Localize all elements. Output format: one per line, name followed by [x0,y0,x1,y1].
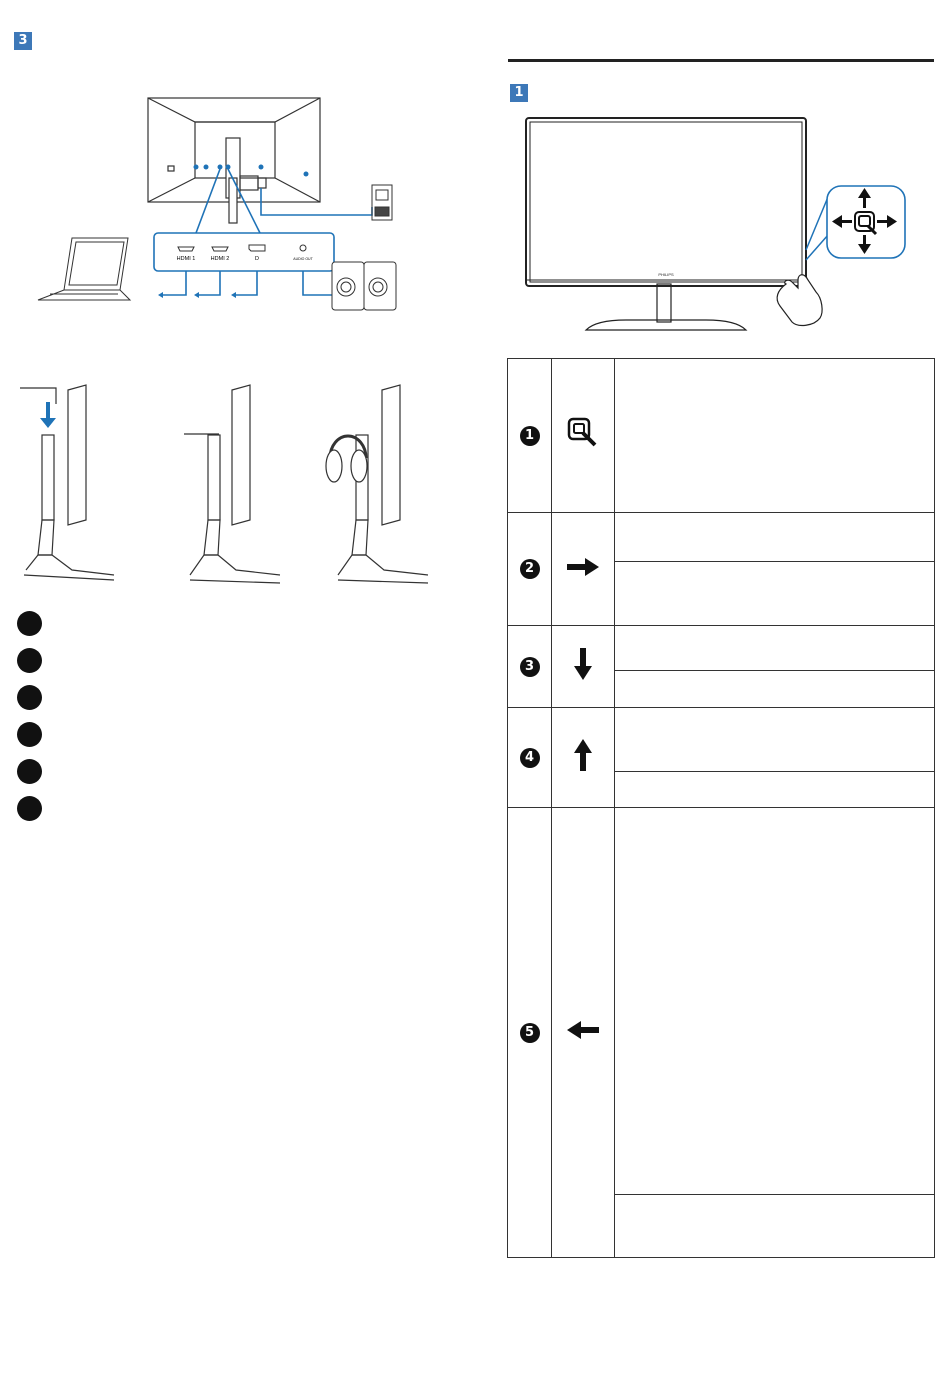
legend-marker-4 [17,722,42,747]
row-description [615,808,935,1195]
side-view-2 [184,385,280,583]
controls-table [507,358,935,1258]
legend-marker-5 [17,759,42,784]
legend-marker-1 [17,611,42,636]
audio-out-label: AUDIO OUT [293,257,313,261]
row-description [615,708,935,772]
row-description [615,513,935,562]
hdmi2-label: HDMI 2 [210,256,230,262]
table-row [508,513,935,562]
section-divider [508,59,934,62]
speakers-illustration [332,262,396,310]
port-panel [154,233,334,271]
arrow-left-icon [565,1020,601,1040]
step-badge-3: 3 [14,32,32,50]
row-description [615,772,935,808]
table-row [508,626,935,671]
monitor-front-diagram [520,110,920,340]
headphone-hook-diagram [14,380,444,590]
monitor-back-illustration [148,98,320,223]
row-description [615,626,935,671]
side-view-1 [20,385,114,580]
row-description [615,562,935,626]
row-description [615,359,935,513]
row-number: 5 [520,1023,540,1043]
hdmi1-label: HDMI 1 [176,256,196,262]
row-description [615,671,935,708]
table-row [508,359,935,513]
row-number: 1 [520,426,540,446]
table-row [508,708,935,772]
joystick-press-icon [563,413,603,453]
side-view-3 [326,385,428,583]
power-outlet-illustration [372,185,392,220]
table-row [508,808,935,1195]
arrow-right-icon [565,557,601,577]
arrow-down-icon [573,646,593,682]
arrow-up-icon [573,737,593,773]
row-number: 3 [520,657,540,677]
step-badge-1: 1 [510,84,528,102]
legend-marker-3 [17,685,42,710]
row-number: 4 [520,748,540,768]
legend-marker-2 [17,648,42,673]
monitor-brand: PHILIPS [658,272,674,277]
row-description [615,1195,935,1258]
laptop-illustration [38,238,130,300]
connection-diagram [20,90,420,340]
row-number: 2 [520,559,540,579]
dp-label: D [255,256,259,262]
legend-marker-6 [17,796,42,821]
